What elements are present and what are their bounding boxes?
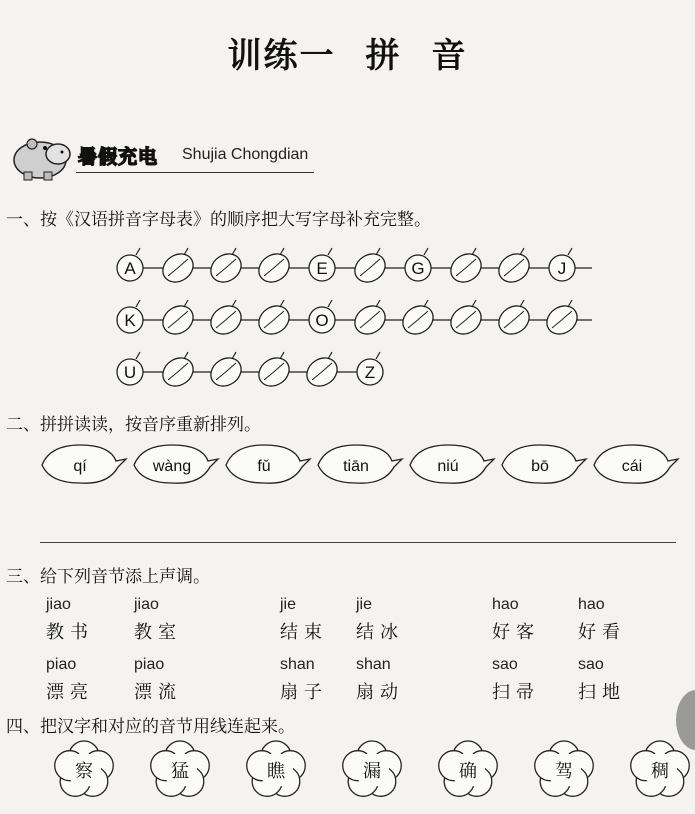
q4-label: 四、把汉字和对应的音节用线连起来。 (6, 717, 295, 737)
title-left: 训练一 (227, 36, 336, 76)
syllable: shan (280, 656, 315, 673)
character-flower[interactable] (55, 741, 114, 796)
character-flower[interactable] (535, 741, 594, 796)
syllable: jiao (46, 596, 71, 613)
syllable: piao (46, 656, 77, 673)
syllable: sao (492, 656, 518, 673)
alphabet-letter: K (124, 311, 136, 330)
character-flower[interactable] (439, 741, 498, 796)
syllable: piao (134, 656, 165, 673)
title-char-1: 拼 (365, 36, 402, 76)
title-char-2: 音 (431, 36, 468, 76)
pinyin-syllable: cái (621, 458, 643, 475)
alphabet-letter: O (315, 311, 329, 330)
word: 教室 (134, 622, 182, 643)
flower-character: 驾 (555, 761, 573, 782)
flower-character: 察 (75, 761, 93, 782)
flower-character: 稠 (651, 761, 669, 782)
word: 好看 (578, 622, 626, 643)
word: 扇子 (280, 682, 328, 703)
flower-character: 确 (459, 761, 477, 782)
syllable: jiao (134, 596, 159, 613)
word: 好客 (492, 622, 540, 643)
alphabet-letter: J (557, 259, 567, 278)
syllable: hao (492, 596, 519, 613)
word: 漂亮 (46, 682, 94, 703)
syllable: shan (356, 656, 391, 673)
flower-character: 漏 (363, 761, 381, 782)
character-flower[interactable] (247, 741, 306, 796)
syllable: hao (578, 596, 605, 613)
character-flower[interactable] (631, 741, 690, 796)
flower-character: 猛 (171, 761, 189, 782)
flower-character: 瞧 (267, 761, 285, 782)
pinyin-syllable: fǔ (257, 458, 271, 475)
banner-pinyin: Shujia Chongdian (182, 146, 309, 163)
q3-label: 三、给下列音节添上声调。 (6, 567, 210, 587)
syllable: jie (356, 596, 373, 613)
word: 扫地 (578, 682, 626, 703)
alphabet-letter: U (123, 363, 137, 382)
pinyin-syllable: wàng (152, 458, 192, 475)
pinyin-syllable: niú (437, 458, 459, 475)
banner-chinese: 暑假充电 (78, 146, 159, 168)
word: 结束 (280, 622, 328, 643)
word: 教书 (46, 622, 94, 643)
syllable: sao (578, 656, 604, 673)
character-flower[interactable] (151, 741, 210, 796)
pinyin-syllable: qí (73, 458, 87, 475)
alphabet-letter: E (316, 259, 328, 278)
word: 扇动 (356, 682, 404, 703)
word: 扫帚 (492, 682, 540, 703)
q1-label: 一、按《汉语拼音字母表》的顺序把大写字母补充完整。 (6, 210, 431, 230)
alphabet-letter: A (124, 259, 136, 278)
character-flower[interactable] (343, 741, 402, 796)
alphabet-letter: G (411, 259, 425, 278)
word: 漂流 (134, 682, 182, 703)
alphabet-letter: Z (364, 363, 376, 382)
q2-label: 二、拼拼读读，按音序重新排列。 (6, 415, 261, 435)
syllable: jie (280, 596, 297, 613)
pinyin-syllable: tiān (343, 458, 369, 475)
word: 结冰 (356, 622, 404, 643)
pinyin-syllable: bō (531, 458, 549, 475)
